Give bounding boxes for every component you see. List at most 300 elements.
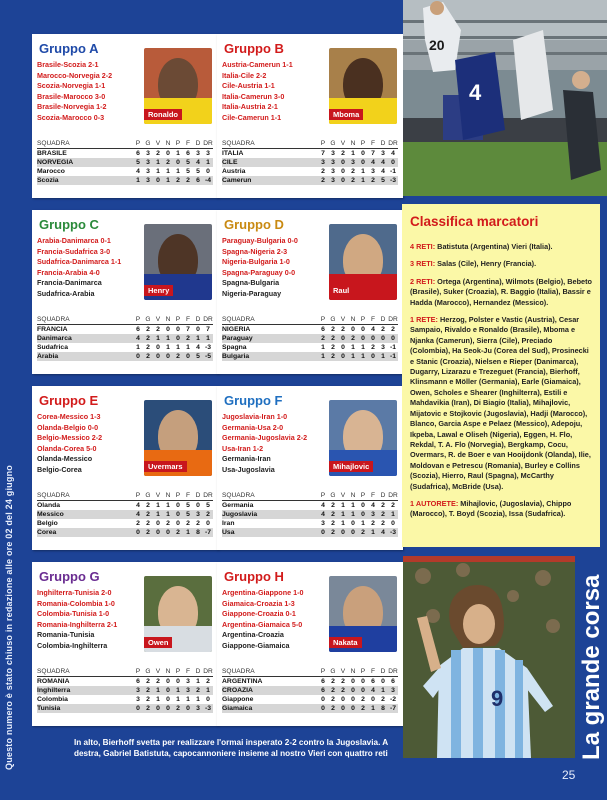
match-result: Nigeria-Paraguay xyxy=(222,288,282,298)
stat-cell: 1 xyxy=(368,704,378,713)
stat-cell: 3 xyxy=(196,150,200,157)
stat-cell: 1 xyxy=(156,696,160,703)
standings-row xyxy=(37,686,213,695)
standings-header-cell: G xyxy=(143,140,153,149)
stat-cell: 3 xyxy=(193,704,203,713)
stat-cell: 1 xyxy=(351,150,355,157)
standings-row xyxy=(222,704,398,713)
stat-cell: 6 xyxy=(391,678,395,685)
standings-header-cell: D xyxy=(378,140,388,149)
team-name: Giamaica xyxy=(222,704,318,713)
standings-header-cell: SQUADRA xyxy=(222,668,318,677)
team-name: Jugoslavia xyxy=(222,510,318,519)
team-name: Scozia xyxy=(37,176,133,185)
stat-cell: 2 xyxy=(368,176,378,185)
stat-cell: 2 xyxy=(146,502,150,509)
standings-header-cell: V xyxy=(153,668,163,677)
stat-cell: 0 xyxy=(166,678,170,685)
match-result: Corea-Messico 1-3 xyxy=(37,412,101,421)
standings-header-cell: SQUADRA xyxy=(37,316,133,325)
standings-row xyxy=(222,167,398,176)
stat-cell: 1 xyxy=(318,352,328,361)
stat-cell: 0 xyxy=(166,326,170,333)
page-number: 25 xyxy=(562,768,576,782)
player-name-tag: Nakata xyxy=(329,637,362,648)
stat-cell: 3 xyxy=(331,150,335,157)
team-name: Arabia xyxy=(37,352,133,361)
match-result: Giappone-Giamaica xyxy=(222,640,290,650)
stat-cell: 0 xyxy=(153,352,163,361)
standings-header-cell: SQUADRA xyxy=(222,140,318,149)
stat-cell: 1 xyxy=(321,344,325,351)
group-card xyxy=(32,34,218,198)
stat-cell: 7 xyxy=(186,326,190,333)
header-photo-bierhoff xyxy=(403,0,607,196)
standings-header-cell: G xyxy=(143,492,153,501)
stat-cell: 1 xyxy=(203,334,213,343)
stat-cell: 0 xyxy=(338,528,348,537)
stat-cell: 3 xyxy=(143,158,153,167)
team-name: Colombia xyxy=(37,696,68,703)
stat-cell: 1 xyxy=(193,334,203,343)
stat-cell: 2 xyxy=(371,344,375,351)
standings-header-cell: DR xyxy=(203,492,213,499)
match-result: Belgio-Messico 2-2 xyxy=(37,433,103,443)
match-result: Belgio-Corea xyxy=(37,464,82,474)
group-title: Gruppo A xyxy=(39,41,99,56)
stat-cell: 0 xyxy=(361,502,365,509)
stat-cell: 0 xyxy=(351,696,355,703)
team-name: Austria xyxy=(222,168,246,175)
group-card xyxy=(217,210,403,374)
stat-cell: 5 xyxy=(133,158,143,167)
stat-cell: 1 xyxy=(163,176,173,185)
stat-cell: 6 xyxy=(318,686,328,695)
stat-cell: 0 xyxy=(196,326,200,333)
team-name: Danimarca xyxy=(37,334,133,343)
stat-cell: 4 xyxy=(133,334,143,343)
stat-cell: 5 xyxy=(186,168,190,175)
standings-row xyxy=(222,334,398,343)
player-name-tag: Raul xyxy=(329,285,353,296)
scorers-names: Batistuta (Argentina) Vieri (Italia). xyxy=(437,242,553,251)
stat-cell: 0 xyxy=(348,704,358,713)
standings-row xyxy=(222,501,398,511)
stat-cell: 2 xyxy=(173,176,183,185)
stat-cell: 4 xyxy=(321,502,325,509)
stat-cell: 1 xyxy=(176,344,180,351)
group-card xyxy=(217,386,403,550)
stat-cell: 0 xyxy=(163,704,173,713)
stat-cell: 6 xyxy=(136,150,140,157)
stat-cell: -5 xyxy=(204,353,212,360)
stat-cell: 2 xyxy=(173,528,183,537)
player-name-tag: Owen xyxy=(144,637,172,648)
scorers-paragraph xyxy=(410,242,594,252)
standings-header-cell: P xyxy=(133,668,143,677)
standings-header-cell: D xyxy=(193,316,203,325)
stat-cell: 2 xyxy=(328,704,338,713)
player-photo xyxy=(144,400,212,476)
stat-cell: 3 xyxy=(206,150,210,157)
standings-header-cell: DR xyxy=(203,668,213,675)
match-result: Italia-Camerun 3-0 xyxy=(222,91,285,101)
stat-cell: 2 xyxy=(328,352,338,361)
stat-cell: 7 xyxy=(321,150,325,157)
standings-header-cell: P xyxy=(173,492,183,501)
stat-cell: 1 xyxy=(163,334,173,343)
stat-cell: 0 xyxy=(361,678,365,685)
standings-row xyxy=(37,325,213,335)
standings-table xyxy=(37,316,213,361)
standings-row xyxy=(222,325,398,335)
standings-row xyxy=(222,352,398,361)
stat-cell: 8 xyxy=(193,528,203,537)
stat-cell: 5 xyxy=(183,510,193,519)
stat-cell: 6 xyxy=(186,150,190,157)
standings-header-cell: DR xyxy=(388,140,398,147)
standings-row xyxy=(37,704,213,713)
stat-cell: 0 xyxy=(348,528,358,537)
standings-row xyxy=(222,519,398,528)
standings-header-cell: P xyxy=(133,140,143,149)
team-name: Tunisia xyxy=(37,704,133,713)
stat-cell: -3 xyxy=(204,705,212,712)
standings-header-cell: P xyxy=(318,316,328,325)
standings-header-cell: DR xyxy=(388,668,398,675)
standings-row xyxy=(222,176,398,185)
stat-cell: 4 xyxy=(133,510,143,519)
stat-cell: 0 xyxy=(176,520,180,527)
match-result: Italia-Austria 2-1 xyxy=(222,102,278,112)
stat-cell: 2 xyxy=(146,326,150,333)
match-result: Olanda-Messico xyxy=(37,454,93,464)
stat-cell: 2 xyxy=(146,696,150,703)
stat-cell: 0 xyxy=(391,520,395,527)
team-name: ARGENTINA xyxy=(222,678,263,685)
stat-cell: 2 xyxy=(156,678,160,685)
match-result: Brasile-Norvegia 1-2 xyxy=(37,102,107,112)
side-note xyxy=(4,465,28,770)
stat-cell: 2 xyxy=(331,678,335,685)
stat-cell: 1 xyxy=(358,176,368,185)
team-name: Giappone xyxy=(222,696,254,703)
scorers-names: Salas (Cile), Henry (Francia). xyxy=(437,259,537,269)
standings-row xyxy=(37,501,213,511)
section-headline-text: La grande corsa xyxy=(578,574,605,760)
goals-count-label: 1 AUTORETE: xyxy=(410,498,461,508)
standings-header-cell: V xyxy=(153,316,163,325)
stat-cell: 2 xyxy=(331,520,335,527)
team-name: Usa xyxy=(222,528,318,537)
stat-cell: 1 xyxy=(348,352,358,361)
standings-header-cell: P xyxy=(173,668,183,677)
stat-cell: 7 xyxy=(206,326,210,333)
standings-header-cell: P xyxy=(133,316,143,325)
match-result: Spagna-Bulgaria xyxy=(222,278,280,288)
stat-cell: 3 xyxy=(348,158,358,167)
stat-cell: 2 xyxy=(318,334,328,343)
scorers-names: Mihajlovic, (Jugoslavia), Chippo (Marocco), T. Boyd (Scozia), Issa (Sudafrica). xyxy=(410,498,572,519)
stat-cell: 2 xyxy=(391,326,395,333)
stat-cell: 6 xyxy=(371,678,375,685)
stat-cell: 3 xyxy=(193,510,203,519)
standings-header-cell: V xyxy=(338,316,348,325)
stat-cell: 0 xyxy=(318,528,328,537)
match-result: Usa-Jugoslavia xyxy=(222,464,275,474)
stat-cell: 1 xyxy=(203,686,213,695)
stat-cell: 3 xyxy=(318,158,328,167)
stat-cell: 2 xyxy=(328,510,338,519)
stat-cell: 1 xyxy=(133,176,143,185)
stat-cell: 0 xyxy=(321,696,325,703)
standings-header-cell: F xyxy=(183,316,193,325)
stat-cell: 0 xyxy=(338,158,348,167)
stat-cell: 2 xyxy=(173,704,183,713)
standings-header-cell: SQUADRA xyxy=(37,140,133,149)
standings-header-cell: DR xyxy=(203,140,213,147)
stat-cell: -7 xyxy=(389,705,397,712)
standings-header-cell: V xyxy=(338,492,348,501)
player-photo xyxy=(329,48,397,124)
stat-cell: -3 xyxy=(389,177,397,184)
standings-header-cell: N xyxy=(348,316,358,325)
stat-cell: 3 xyxy=(133,686,143,695)
match-result: Sudafrica-Danimarca 1-1 xyxy=(37,257,122,267)
standings-header-cell: D xyxy=(193,668,203,677)
stat-cell: 3 xyxy=(183,686,193,695)
stat-cell: 0 xyxy=(338,176,348,185)
team-name: CROAZIA xyxy=(222,686,318,695)
stat-cell: 1 xyxy=(166,344,170,351)
match-result: Spagna-Nigeria 2-3 xyxy=(222,246,288,256)
player-photo xyxy=(144,224,212,300)
goals-count-label: 4 RETI: xyxy=(410,242,438,251)
stat-cell: 2 xyxy=(371,520,375,527)
group-card xyxy=(217,34,403,198)
standings-table xyxy=(37,492,213,537)
stat-cell: 4 xyxy=(193,158,203,167)
stat-cell: 0 xyxy=(176,326,180,333)
scorers-paragraph xyxy=(410,315,594,492)
stat-cell: 2 xyxy=(183,334,193,343)
match-result: Brasile-Marocco 3-0 xyxy=(37,91,106,101)
standings-header-cell: N xyxy=(348,492,358,501)
match-results xyxy=(37,60,149,124)
match-result: Arabia-Danimarca 0-1 xyxy=(37,236,111,245)
match-result: Argentina-Giamaica 5-0 xyxy=(222,619,303,629)
group-title: Gruppo F xyxy=(224,393,283,408)
standings-row xyxy=(222,343,398,352)
standings-row xyxy=(222,158,398,167)
stat-cell: 2 xyxy=(331,344,335,351)
stat-cell: 2 xyxy=(358,704,368,713)
match-result: Cile-Austria 1-1 xyxy=(222,81,275,91)
stat-cell: 0 xyxy=(368,352,378,361)
match-results xyxy=(37,588,149,652)
stat-cell: 0 xyxy=(351,678,355,685)
standings-header-cell: G xyxy=(328,316,338,325)
standings-header-cell: P xyxy=(358,316,368,325)
team-name: NIGERIA xyxy=(222,326,251,333)
stat-cell: 4 xyxy=(136,168,140,175)
standings-row xyxy=(222,528,398,537)
standings-header-cell: P xyxy=(318,492,328,501)
stat-cell: 0 xyxy=(166,150,170,157)
standings-header-cell: N xyxy=(348,140,358,149)
standings-header-cell: P xyxy=(358,668,368,677)
photo-batistuta xyxy=(403,556,575,758)
group-title: Gruppo H xyxy=(224,569,284,584)
standings-row xyxy=(37,519,213,528)
match-results xyxy=(222,588,334,652)
stat-cell: 4 xyxy=(368,686,378,695)
stat-cell: 2 xyxy=(321,168,325,175)
group-title: Gruppo C xyxy=(39,217,99,232)
stat-cell: 1 xyxy=(173,686,183,695)
standings-header-cell: D xyxy=(193,140,203,149)
stat-cell: 3 xyxy=(146,150,150,157)
stat-cell: 2 xyxy=(143,334,153,343)
team-name: Marocco xyxy=(37,168,65,175)
standings-row xyxy=(37,510,213,519)
stat-cell: 0 xyxy=(341,168,345,175)
stat-cell: 8 xyxy=(378,704,388,713)
stat-cell: 4 xyxy=(371,326,375,333)
stat-cell: 5 xyxy=(186,502,190,509)
team-name: Olanda xyxy=(37,502,61,509)
stat-cell: 4 xyxy=(371,502,375,509)
stat-cell: 0 xyxy=(163,686,173,695)
team-name: Camerun xyxy=(222,176,318,185)
stat-cell: 0 xyxy=(153,528,163,537)
group-card xyxy=(32,562,218,726)
stat-cell: 1 xyxy=(153,334,163,343)
match-result: Spagna-Paraguay 0-0 xyxy=(222,267,296,277)
standings-header-cell: DR xyxy=(203,316,213,323)
player-name-tag: Mboma xyxy=(329,109,363,120)
stat-cell: 1 xyxy=(351,502,355,509)
match-results xyxy=(222,236,334,300)
stat-cell: 2 xyxy=(136,520,140,527)
stat-cell: 1 xyxy=(186,344,190,351)
stat-cell: 1 xyxy=(136,344,140,351)
match-result: Brasile-Scozia 2-1 xyxy=(37,60,99,69)
stat-cell: 2 xyxy=(143,704,153,713)
stat-cell: 1 xyxy=(166,168,170,175)
stat-cell: 2 xyxy=(341,326,345,333)
stat-cell: 2 xyxy=(348,176,358,185)
team-name: ITALIA xyxy=(222,150,244,157)
stat-cell: 6 xyxy=(321,326,325,333)
stat-cell: 4 xyxy=(378,528,388,537)
stat-cell: 2 xyxy=(331,696,335,703)
team-name: Iran xyxy=(222,520,235,527)
match-results xyxy=(222,412,334,476)
player-photo xyxy=(329,400,397,476)
stat-cell: 4 xyxy=(381,168,385,175)
standings-header-cell: SQUADRA xyxy=(37,492,133,501)
stat-cell: 2 xyxy=(196,520,200,527)
match-result: Cile-Camerun 1-1 xyxy=(222,112,282,122)
standings-header-cell: G xyxy=(143,316,153,325)
stat-cell: 3 xyxy=(328,176,338,185)
match-result: Scozia-Marocco 0-3 xyxy=(37,112,105,122)
standings-header-cell: D xyxy=(378,316,388,325)
stat-cell: 0 xyxy=(358,686,368,695)
match-result: Giappone-Croazia 0-1 xyxy=(222,609,296,619)
stat-cell: 2 xyxy=(206,678,210,685)
stat-cell: 1 xyxy=(196,678,200,685)
goals-count-label: 1 RETE: xyxy=(410,315,441,325)
stat-cell: 3 xyxy=(321,520,325,527)
team-name: Paraguay xyxy=(222,334,318,343)
standings-row xyxy=(37,695,213,704)
stat-cell: 1 xyxy=(196,696,200,703)
stat-cell: 2 xyxy=(143,686,153,695)
standings-table xyxy=(37,668,213,713)
player-name-tag: Henry xyxy=(144,285,173,296)
stat-cell: 0 xyxy=(173,158,183,167)
stat-cell: 2 xyxy=(163,158,173,167)
standings-row xyxy=(222,686,398,695)
team-name: ROMANIA xyxy=(37,678,70,685)
stat-cell: 2 xyxy=(331,326,335,333)
stat-cell: 4 xyxy=(391,150,395,157)
standings-row xyxy=(222,510,398,519)
stat-cell: 0 xyxy=(133,528,143,537)
stat-cell: 3 xyxy=(143,176,153,185)
stat-cell: 4 xyxy=(378,158,388,167)
standings-row xyxy=(222,695,398,704)
standings-header-cell: SQUADRA xyxy=(222,492,318,501)
stat-cell: 0 xyxy=(166,696,170,703)
match-result: Nigeria-Bulgaria 1-0 xyxy=(222,257,290,267)
stat-cell: 2 xyxy=(341,678,345,685)
team-name: Germania xyxy=(222,502,254,509)
match-result: Romania-Tunisia xyxy=(37,630,95,640)
standings-row xyxy=(37,677,213,687)
stat-cell: 3 xyxy=(146,168,150,175)
team-name: Bulgaria xyxy=(222,352,318,361)
stat-cell: 2 xyxy=(156,326,160,333)
stat-cell: 1 xyxy=(203,158,213,167)
stat-cell: 1 xyxy=(368,528,378,537)
scorers-paragraph xyxy=(410,259,594,269)
stat-cell: 2 xyxy=(143,510,153,519)
photo-caption: In alto, Bierhoff svetta per realizzare l'ormai insperato 2-2 contro la Jugoslavia. A destra, Gabriel Batistuta, capocannoniere insieme al nostro Vieri con quattro reti xyxy=(74,738,388,758)
standings-header-cell: P xyxy=(173,140,183,149)
stat-cell: 1 xyxy=(156,502,160,509)
stat-cell: 5 xyxy=(206,502,210,509)
stat-cell: 0 xyxy=(183,704,193,713)
svg-text:4: 4 xyxy=(469,80,482,105)
stat-cell: 3 xyxy=(371,168,375,175)
stat-cell: 2 xyxy=(143,352,153,361)
stat-cell: -7 xyxy=(204,529,212,536)
stat-cell: 0 xyxy=(176,678,180,685)
stat-cell: 1 xyxy=(378,352,388,361)
stat-cell: 2 xyxy=(328,334,338,343)
match-results xyxy=(37,412,149,476)
standings-header-cell: DR xyxy=(388,316,398,323)
stat-cell: 0 xyxy=(156,520,160,527)
stat-cell: 0 xyxy=(358,510,368,519)
stat-cell: 5 xyxy=(193,352,203,361)
stat-cell: 1 xyxy=(176,168,180,175)
group-card xyxy=(217,562,403,726)
standings-table xyxy=(222,668,398,713)
